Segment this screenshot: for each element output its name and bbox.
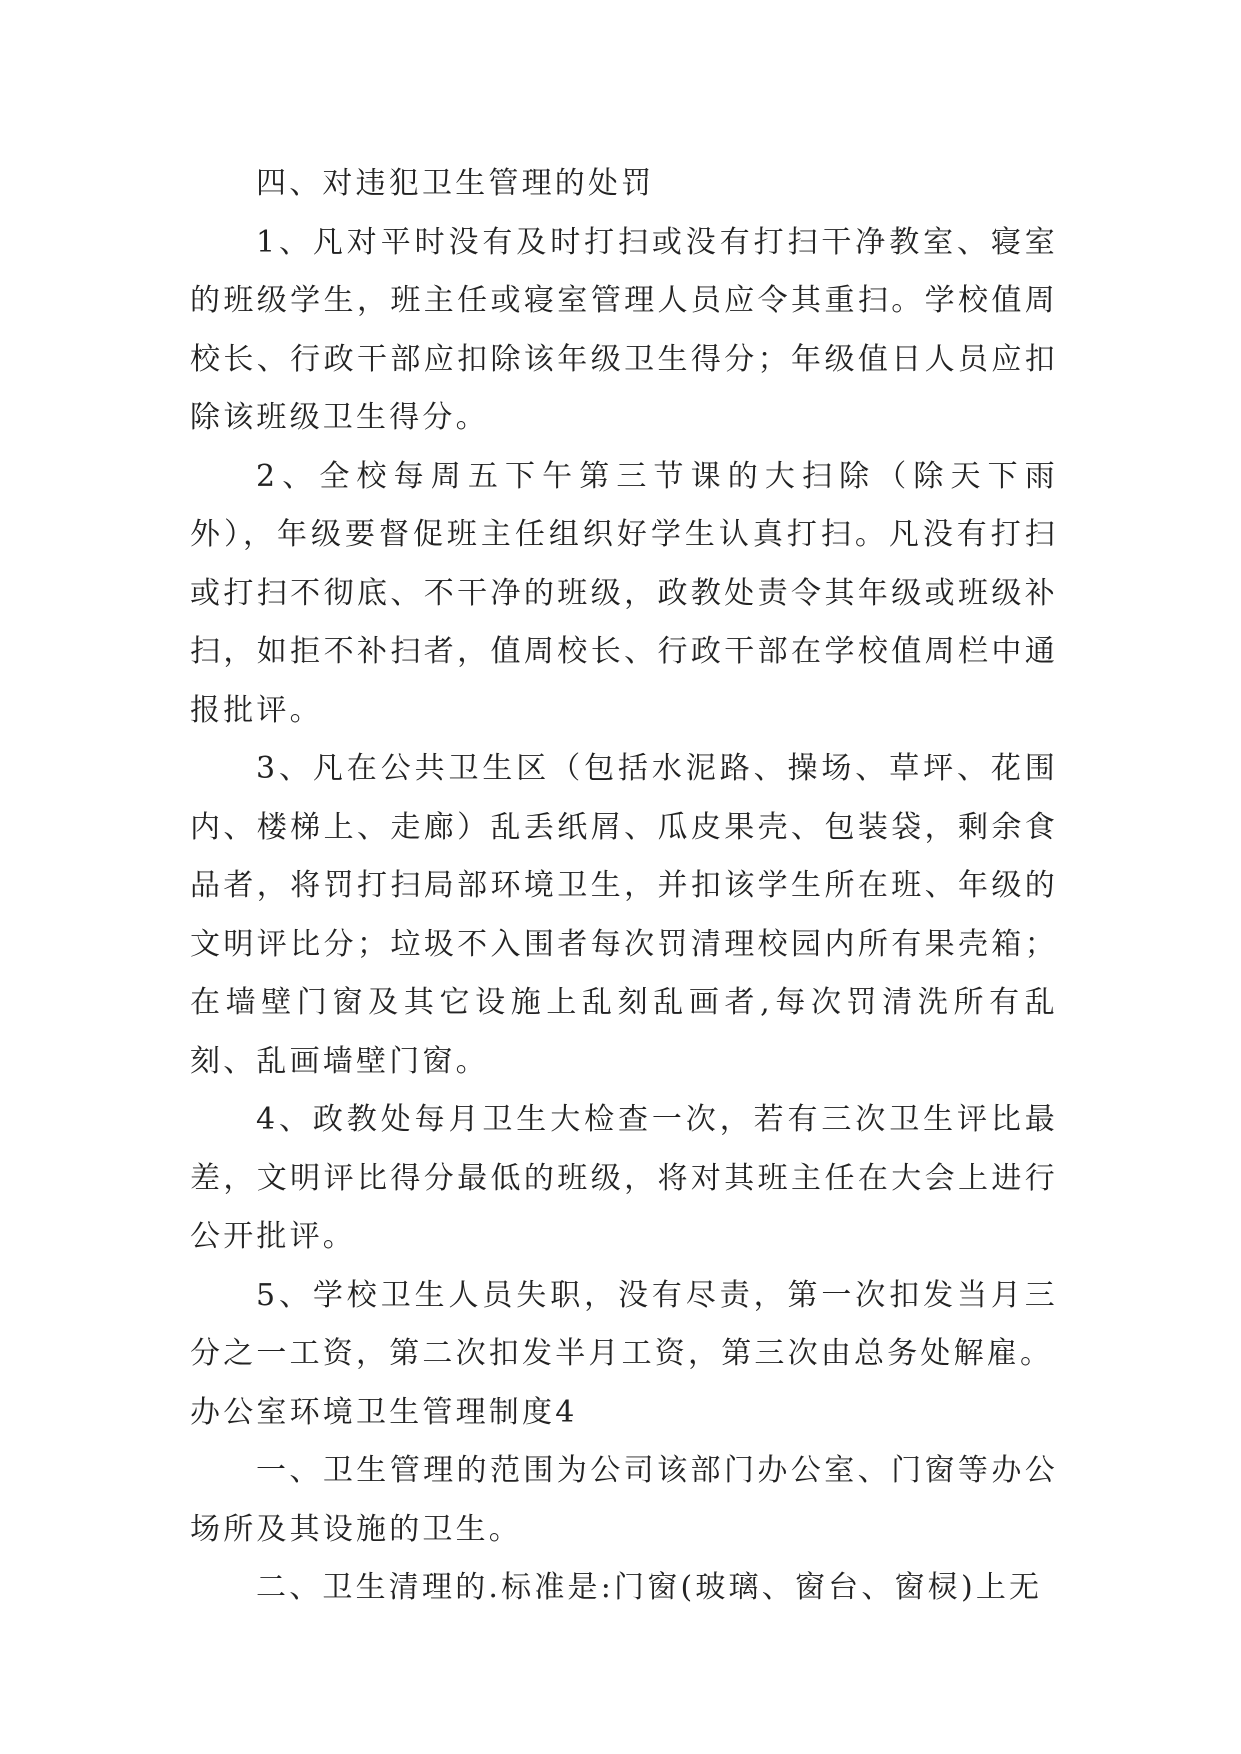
paragraph-item-4: 4、政教处每月卫生大检查一次，若有三次卫生评比最差，文明评比得分最低的班级，将对其班主任在大会上进行公开批评。 [190,1102,1058,1254]
paragraph-standard: 二、卫生清理的.标准是:门窗(玻璃、窗台、窗棂)上无 [256,1570,1043,1605]
paragraph-scope: 一、卫生管理的范围为公司该部门办公室、门窗等办公场所及其设施的卫生。 [190,1453,1058,1547]
document-subtitle: 办公室环境卫生管理制度4 [190,1394,578,1430]
paragraph-item-1: 1、凡对平时没有及时打扫或没有打扫干净教室、寝室的班级学生，班主任或寝室管理人员应令其重扫。学校值周校长、行政干部应扣除该年级卫生得分；年级值日人员应扣除该班级卫生得分。 [190,224,1058,435]
paragraph-item-2: 2、全校每周五下午第三节课的大扫除（除天下雨外），年级要督促班主任组织好学生认真打扫。凡没有打扫或打扫不彻底、不干净的班级，政教处责令其年级或班级补扫，如拒不补扫者，值周校长、行政干部在学校值周栏中通报批评。 [190,458,1058,728]
document-page [190,155,1058,1618]
section-heading-penalties: 四、对违犯卫生管理的处罚 [256,166,655,201]
paragraph-item-3: 3、凡在公共卫生区（包括水泥路、操场、草坪、花围内、楼梯上、走廊）乱丢纸屑、瓜皮果壳、包装袋，剩余食品者，将罚打扫局部环境卫生，并扣该学生所在班、年级的文明评比分；垃圾不入围者每次罚清理校园内所有果壳箱；在墙壁门窗及其它设施上乱刻乱画者,每次罚清洗所有乱刻、乱画墙壁门窗。 [190,751,1058,1079]
paragraph-item-5: 5、学校卫生人员失职，没有尽责，第一次扣发当月三分之一工资，第二次扣发半月工资，第三次由总务处解雇。 [190,1277,1058,1371]
